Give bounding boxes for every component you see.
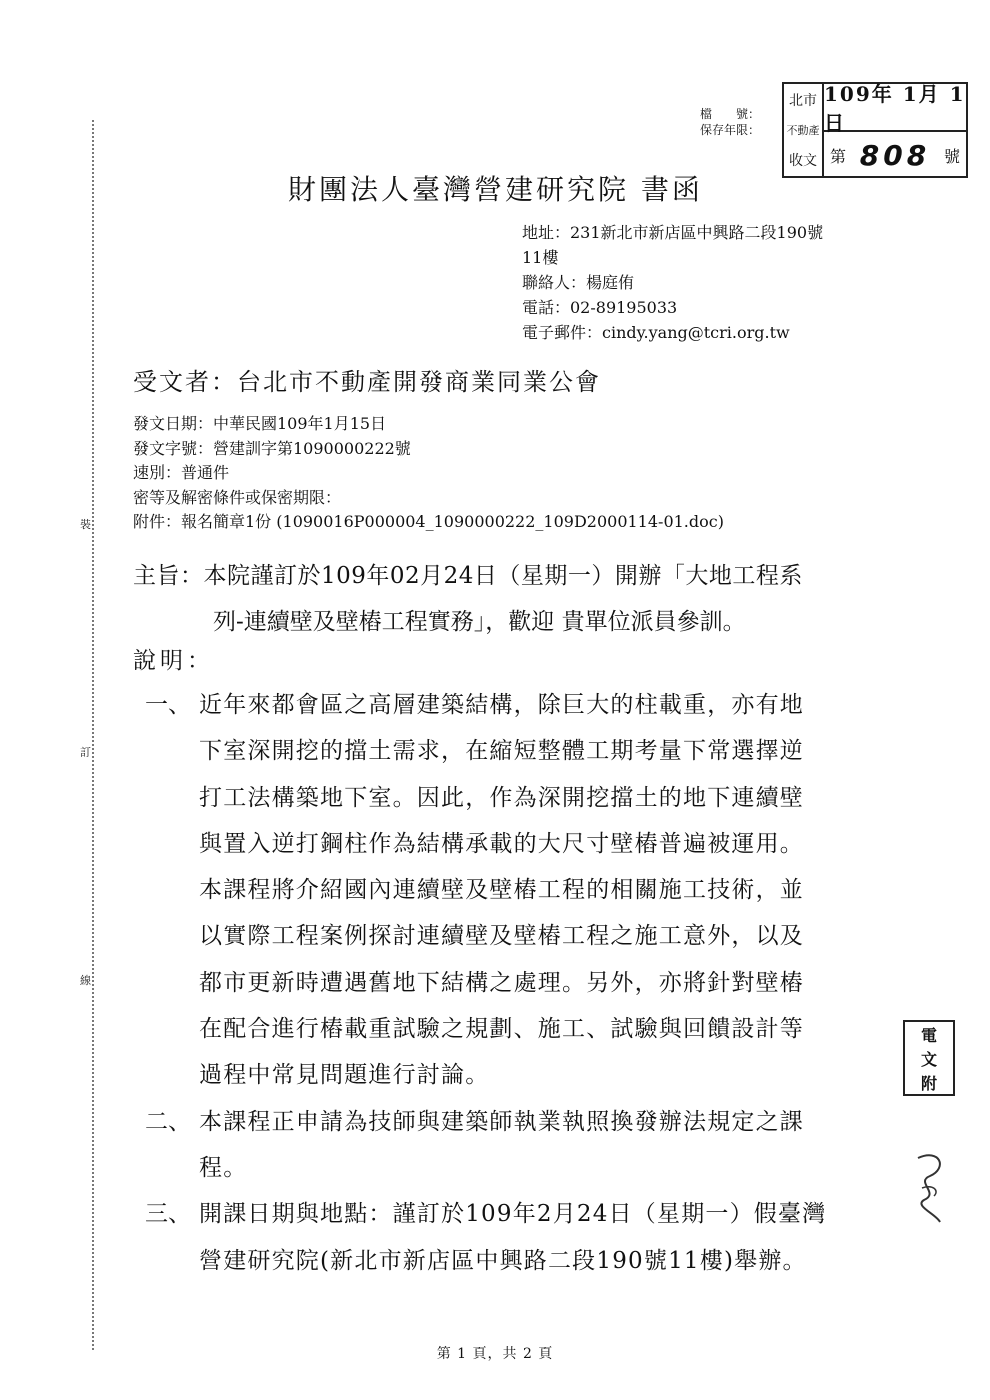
- binding-mark-zhuang: 裝: [80, 518, 91, 531]
- explanation-item-3: [145, 1191, 855, 1284]
- document-number: 發文字號：營建訓字第1090000222號: [133, 438, 411, 458]
- receipt-stamp-number: [824, 132, 966, 178]
- stamp-number-suffix: 號: [943, 146, 960, 166]
- item-line: 近年來都會區之高層建築結構，除巨大的柱載重，亦有地: [199, 692, 804, 718]
- stamp-label-line: 收文: [789, 153, 817, 169]
- document-meta: [133, 412, 724, 535]
- issue-date: 發文日期：中華民國109年1月15日: [133, 414, 387, 433]
- side-stamp-char: 電: [920, 1025, 937, 1045]
- item-line: 下室深開挖的擋土需求，在縮短整體工期考量下常選擇逆: [199, 738, 804, 765]
- item-line: 程。: [199, 1154, 248, 1181]
- explanation-heading: 說明：: [133, 648, 214, 674]
- document-title: 財團法人臺灣營建研究院 書函: [288, 173, 703, 206]
- binding-mark-ding: 訂: [80, 746, 91, 759]
- item-line: 與置入逆打鋼柱作為結構承載的大尺寸壁樁普遍被運用。: [199, 830, 804, 857]
- explanation-item-1: [145, 682, 855, 1099]
- page-footer: 第 1 頁，共 2 頁: [436, 1346, 554, 1362]
- email: 電子郵件：cindy.yang@tcri.org.tw: [522, 323, 790, 342]
- item-line: 以實際工程案例探討連續壁及壁樁工程之施工意外，以及: [199, 923, 804, 950]
- stamp-label-line: 不動產: [786, 124, 820, 137]
- item-ordinal: 二、: [145, 1108, 191, 1135]
- item-line: 營建研究院(新北市新店區中興路二段190號11樓)舉辦。: [199, 1247, 807, 1274]
- stamp-number-value: 808: [859, 138, 931, 172]
- side-stamp-char: 文: [920, 1049, 937, 1069]
- sender-contact-block: [522, 220, 882, 345]
- stamp-label-line: 北市: [789, 93, 817, 109]
- address-line-1: 地址：231新北市新店區中興路二段190號: [522, 223, 824, 242]
- electronic-doc-stamp: [903, 1020, 955, 1096]
- priority: 速別：普通件: [133, 463, 230, 482]
- item-line: 打工法構築地下室。因此，作為深開挖擋土的地下連續壁: [199, 784, 804, 811]
- retention-period-label: 保存年限：: [699, 123, 760, 137]
- stamp-number-prefix: 第: [830, 146, 847, 166]
- receipt-stamp-date: 109年 1月 1日: [824, 82, 966, 135]
- subject-line-2: 列-連續壁及壁樁工程實務」，歡迎 貴單位派員參訓。: [213, 609, 746, 635]
- item-ordinal: 一、: [145, 692, 191, 718]
- item-line: 本課程將介紹國內連續壁及壁樁工程的相關施工技術，並: [199, 877, 804, 904]
- receipt-stamp: [782, 82, 968, 178]
- item-line: 本課程正申請為技師與建築師執業執照換發辦法規定之課: [199, 1108, 804, 1135]
- archive-info: [640, 106, 760, 138]
- item-line: 都市更新時遭遇舊地下結構之處理。另外，亦將針對壁樁: [199, 969, 804, 996]
- confidentiality: 密等及解密條件或保密期限：: [133, 487, 342, 507]
- contact-person: 聯絡人：楊庭侑: [522, 273, 635, 292]
- margin-scribble-icon: [910, 1148, 950, 1228]
- subject: [133, 553, 853, 645]
- item-line: 在配合進行樁載重試驗之規劃、施工、試驗與回饋設計等: [199, 1016, 804, 1043]
- explanation-items: [145, 682, 855, 1284]
- receipt-stamp-label: [784, 84, 824, 178]
- recipient: 受文者：台北市不動產開發商業同業公會: [133, 368, 601, 396]
- item-line: 過程中常見問題進行討論。: [199, 1062, 490, 1089]
- address-line-2: 11樓: [522, 248, 559, 267]
- item-line: 開課日期與地點：謹訂於109年2月24日（星期一）假臺灣: [199, 1201, 827, 1228]
- side-stamp-char: 附: [920, 1073, 937, 1093]
- binding-dotted-line: [92, 120, 94, 1350]
- subject-line-1: 主旨：本院謹訂於109年02月24日（星期一）開辦「大地工程系: [133, 563, 803, 589]
- file-number-label: 檔 號：: [699, 107, 760, 121]
- explanation-item-2: [145, 1099, 855, 1192]
- item-ordinal: 三、: [145, 1201, 191, 1228]
- binding-mark-xian: 線: [80, 974, 91, 987]
- attachment: 附件：報名簡章1份 (1090016P000004_1090000222_109D2000114-01.doc): [133, 512, 724, 531]
- phone: 電話：02-89195033: [522, 298, 678, 317]
